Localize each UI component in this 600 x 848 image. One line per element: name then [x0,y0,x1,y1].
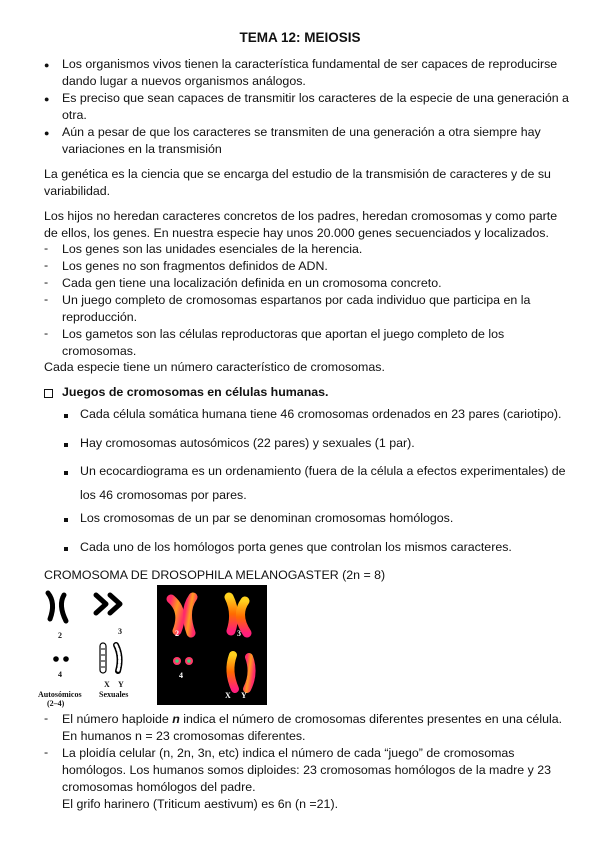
bullet-dot: ● [44,60,50,70]
square-bullet-icon [64,414,68,418]
label-pair-2-fluor: 2 [175,629,179,638]
square-bullet-icon [64,471,68,475]
label-pair-3-fluor: 3 [237,629,241,638]
dash-marker: - [44,292,49,306]
dash-item-text: Los genes son las unidades esenciales de la herencia. [62,242,363,256]
dash-item-text: reproducción. [62,310,138,324]
label-range: (2–4) [47,699,65,708]
dash-item-text: Cada gen tiene una localización definida en un cromosoma concreto. [62,276,442,290]
page-title: TEMA 12: MEIOSIS [239,30,361,45]
dash-item-text [62,711,562,727]
fluorescent-karyotype-image [157,585,267,705]
label-x: X [104,680,110,689]
dash-item-text: Los genes no son fragmentos definidos de ADN. [62,259,328,273]
label-pair-4-fluor: 4 [179,671,183,680]
label-pair-3: 3 [118,627,122,636]
bullet-text: otra. [62,108,87,122]
sub-bullet-text: Cada uno de los homólogos porta genes que controlan los mismos caracteres. [80,540,512,554]
haploid-symbol: n [172,712,180,726]
square-bullet-icon [64,547,68,551]
bullet-text: dando lugar a nuevos organismos análogos. [62,74,306,88]
label-y: Y [118,680,124,689]
dash-item-text: La ploidía celular (n, 2n, 3n, etc) indica el número de cada “juego” de cromosomas [62,746,515,760]
dash-item-text: homólogos. Los humanos somos diploides: 23 cromosomas homólogos de la madre y 23 [62,763,552,777]
haploid-text-post: indica el número de cromosomas diferentes presentes en una célula. [179,712,563,726]
dash-marker: - [44,275,49,289]
section-heading: Juegos de cromosomas en células humanas. [62,385,329,399]
dash-item-text: cromosomas homólogos del padre. [62,780,256,794]
dash-item-text: El grifo harinero (Triticum aestivum) es 6n (n =21). [62,797,339,811]
sub-bullet-text: los 46 cromosomas por pares. [80,488,247,502]
bullet-dot: ● [44,94,50,104]
checkbox-square-icon [44,389,53,398]
label-pair-2: 2 [58,631,62,640]
bullet-text: variaciones en la transmisión [62,142,222,156]
dash-item-text: Un juego completo de cromosomas espartanos por cada individuo que participa en la [62,293,531,307]
sub-bullet-text: Cada célula somática humana tiene 46 cromosomas ordenados en 23 pares (cariotipo). [80,407,562,421]
paragraph-text: Cada especie tiene un número característico de cromosomas. [44,360,385,374]
dash-marker: - [44,241,49,255]
dash-item-text: En humanos n = 23 cromosomas diferentes. [62,729,306,743]
dash-item-text: cromosomas. [62,344,137,358]
bullet-text: Aún a pesar de que los caracteres se transmiten de una generación a otra siempre hay [62,125,541,139]
dash-item-text: Los gametos son las células reproductoras que aportan el juego completo de los [62,327,505,341]
sub-bullet-text: Los cromosomas de un par se denominan cromosomas homólogos. [80,511,454,525]
dash-marker: - [44,326,49,340]
paragraph-text: La genética es la ciencia que se encarga del estudio de la transmisión de caracteres y de su [44,167,551,181]
bullet-dot: ● [44,128,50,138]
haploid-text-pre: El número haploide [62,712,173,726]
paragraph-text: de ellos, los genes. En nuestra especie hay unos 20.000 genes secuenciados y localizados. [44,226,549,240]
dash-marker: - [44,711,49,725]
label-x-fluor: X [225,691,231,700]
label-autosomicos: Autosómicos [38,690,82,699]
label-y-fluor: Y [241,691,247,700]
figure-heading: CROMOSOMA DE DROSOPHILA MELANOGASTER (2n = 8) [44,568,386,582]
square-bullet-icon [64,518,68,522]
bullet-text: Los organismos vivos tienen la característica fundamental de ser capaces de reproducirse [62,57,558,71]
sub-bullet-text: Un ecocardiograma es un ordenamiento (fuera de la célula a efectos experimentales) de [80,464,566,478]
label-pair-4: 4 [58,670,62,679]
label-sexuales: Sexuales [99,690,129,699]
sub-bullet-text: Hay cromosomas autosómicos (22 pares) y sexuales (1 par). [80,436,415,450]
paragraph-text: Los hijos no heredan caracteres concretos de los padres, heredan cromosomas y como parte [44,209,558,223]
paragraph-text: variabilidad. [44,184,111,198]
square-bullet-icon [64,443,68,447]
dash-marker: - [44,745,49,759]
bullet-text: Es preciso que sean capaces de transmitir los caracteres de la especie de una generación a [62,91,569,105]
dash-marker: - [44,258,49,272]
